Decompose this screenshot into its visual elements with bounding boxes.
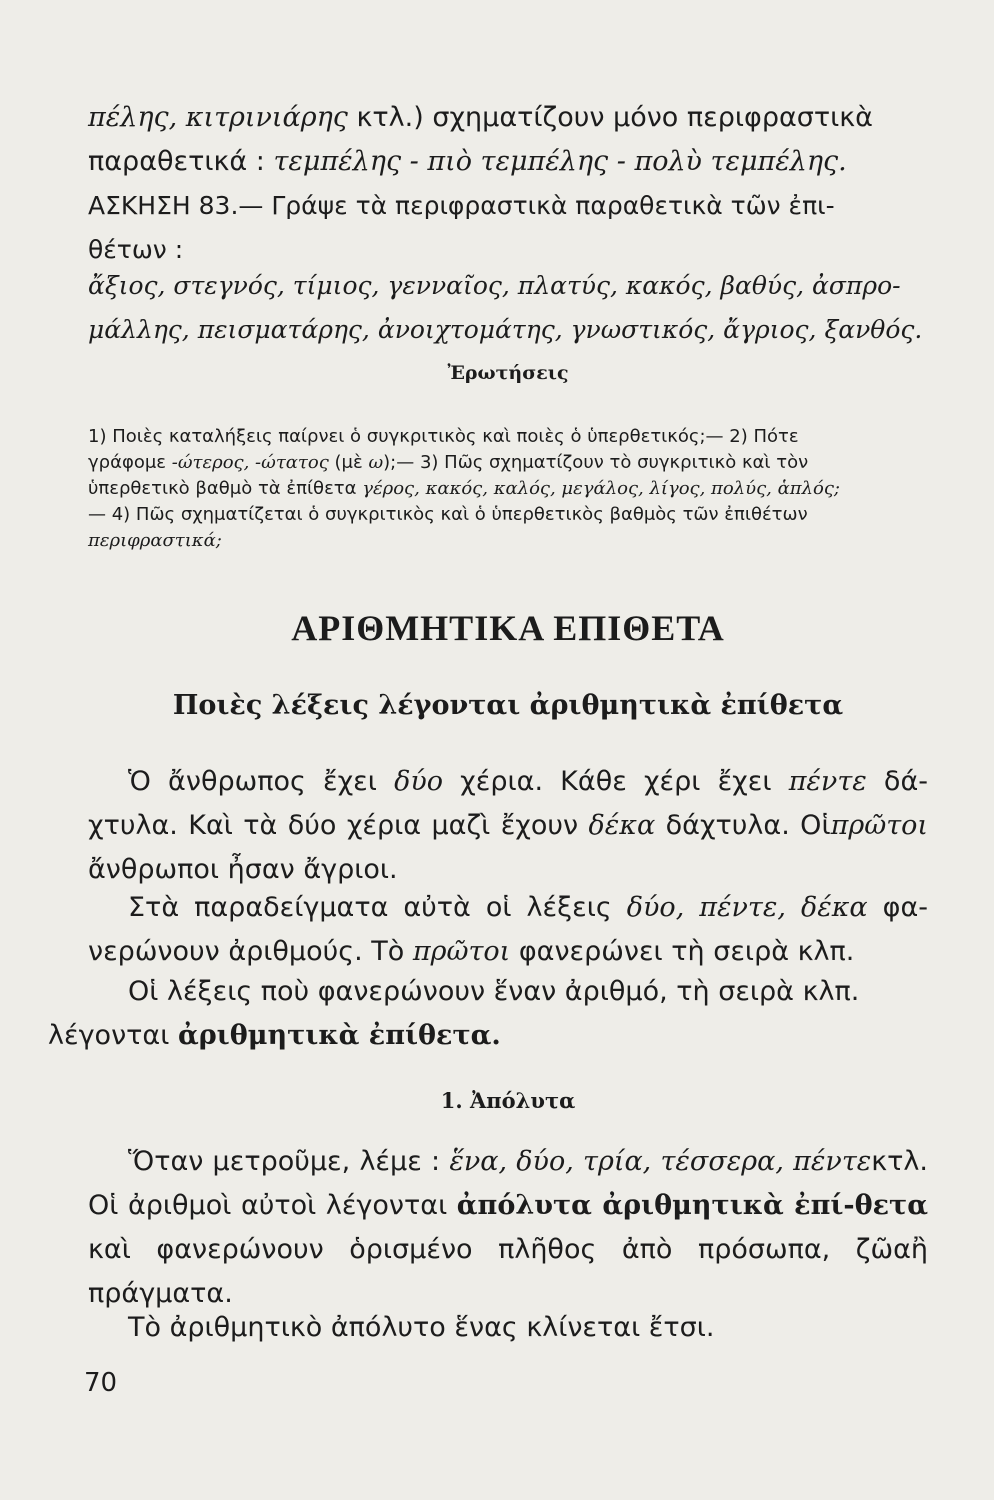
p4-text-c: κτλ. Οἱ ἀριθμοὶ αὐτοὶ λέγονται <box>88 1146 928 1221</box>
p3-text-b: λέγονται <box>48 1020 178 1051</box>
p1-italic-b: δύο <box>394 766 444 797</box>
p4-text-g: ἢ πράγματα. <box>88 1234 928 1309</box>
intro-text-2: παραθετικά : <box>88 146 274 177</box>
p1-text-j: ἄνθρωποι ἦσαν ἄγριοι. <box>88 854 398 885</box>
p4-text-a: Ὅταν μετροῦμε, λέμε : <box>128 1146 450 1177</box>
p4-bold-e: θετα <box>854 1190 928 1221</box>
intro-italic: πέλης, κιτρινιάρης <box>88 102 348 133</box>
question-line-3a: ὑπερθετικὸ βαθμὸ τὰ ἐπίθετα <box>88 478 363 499</box>
p1-italic-g: δέκα <box>588 810 656 841</box>
questions-heading: Ἐρωτήσεις <box>447 362 569 384</box>
question-line-4: — 4) Πῶς σχηματίζεται ὁ συγκριτικὸς καὶ ὁ ὑπερθετικὸς βαθμὸς τῶν ἐπιθέτων <box>88 504 808 525</box>
adjective-line-1: ἄξιος, στεγνός, τίμιος, γενναῖος, πλατύς, κακός, βαθύς, ἀσπρο- <box>88 271 901 300</box>
p2-text-a: Στὰ παραδείγματα αὐτὰ οἱ λέξεις <box>128 892 627 923</box>
p1-text-c: χέρια. Κάθε χέρι ἔχει <box>443 766 789 797</box>
p2-italic-b: δύο, πέντε, δέκα <box>626 892 868 923</box>
section-subtitle: Ποιὲς λέξεις λέγονται ἀριθμητικὰ ἐπίθετα <box>172 690 844 721</box>
paragraph-intro <box>88 96 928 184</box>
question-line-5: περιφραστικά; <box>88 530 222 551</box>
question-line-3b: γέρος, κακός, καλός, μεγάλος, λίγος, πολύς, ἁπλός; <box>362 478 840 499</box>
p1-italic-i: πρῶτοι <box>830 810 928 841</box>
subsection-title: 1. Ἀπόλυτα <box>440 1088 576 1113</box>
intro-text: κτλ.) σχηματίζουν μόνο περιφραστικὰ <box>347 102 873 133</box>
intro-italic-2: τεμπέλης - πιὸ τεμπέλης - πολὺ τεμπέλης. <box>273 146 847 177</box>
p2-text-d: νερώνουν ἀριθμούς. Τὸ <box>88 936 413 967</box>
p3-text-a: Οἱ λέξεις ποὺ φανερώνουν ἕναν ἀριθμό, τὴ σειρὰ κλπ. <box>128 976 860 1007</box>
questions-list <box>88 424 928 554</box>
p3-bold-c: ἀριθμητικὰ ἐπίθετα. <box>177 1020 501 1051</box>
section-title: ΑΡΙΘΜΗΤΙΚΑ ΕΠΙΘΕΤΑ <box>291 608 725 648</box>
p1-text-f: χτυλα. Καὶ τὰ δύο χέρια μαζὶ ἔχουν <box>88 810 589 841</box>
question-line-1: 1) Ποιὲς καταλήξεις παίρνει ὁ συγκριτικὸς καὶ ποιὲς ὁ ὑπερθετικός;— 2) Πότε <box>88 426 799 447</box>
paragraph-1 <box>88 760 928 892</box>
paragraph-2 <box>88 886 928 974</box>
p2-text-c: φα- <box>867 892 929 923</box>
question-line-2e: );— 3) Πῶς σχηματίζουν τὸ συγκριτικὸ καὶ τὸν <box>383 452 809 473</box>
p1-text-e: δά- <box>866 766 928 797</box>
p1-text-h: δάχτυλα. Οἱ <box>655 810 831 841</box>
p3-line-2 <box>48 1014 501 1058</box>
question-line-2c: (μὲ <box>328 452 369 473</box>
p1-text-a: Ὁ ἄνθρωπος ἔχει <box>128 766 395 797</box>
paragraph-4 <box>88 1140 928 1316</box>
exercise-line-2: θέτων : <box>88 235 184 264</box>
paragraph-3 <box>48 970 928 1058</box>
exercise-line-1: ΑΣΚΗΣΗ 83.— Γράψε τὰ περιφραστικὰ παραθετικὰ τῶν ἐπι- <box>88 191 835 220</box>
page-number: 70 <box>84 1368 118 1398</box>
p1-italic-d: πέντε <box>788 766 867 797</box>
adjective-list <box>88 264 928 352</box>
p2-italic-e: πρῶτοι <box>412 936 511 967</box>
question-line-2b: -ώτερος, -ώτατος <box>171 452 329 473</box>
exercise-83 <box>88 184 928 272</box>
p4-italic-b: ἕνα, δύο, τρία, τέσσερα, πέντε <box>449 1146 872 1177</box>
p5-text-a: Τὸ ἀριθμητικὸ ἀπόλυτο ἕνας κλίνεται ἔτσι. <box>128 1312 715 1343</box>
adjective-line-2: μάλλης, πεισματάρης, ἀνοιχτομάτης, γνωστικός, ἄγριος, ξανθός. <box>88 315 923 344</box>
question-line-2a: γράφομε <box>88 452 172 473</box>
p4-text-f: καὶ φανερώνουν ὁρισμένο πλῆθος ἀπὸ πρόσωπα, ζῶα <box>88 1234 911 1265</box>
p2-text-f: φανερώνει τὴ σειρὰ κλπ. <box>510 936 855 967</box>
question-line-2d: ω <box>368 452 384 473</box>
p4-bold-d: ἀπόλυτα ἀριθμητικὰ ἐπί- <box>456 1190 855 1221</box>
paragraph-5 <box>88 1306 928 1350</box>
